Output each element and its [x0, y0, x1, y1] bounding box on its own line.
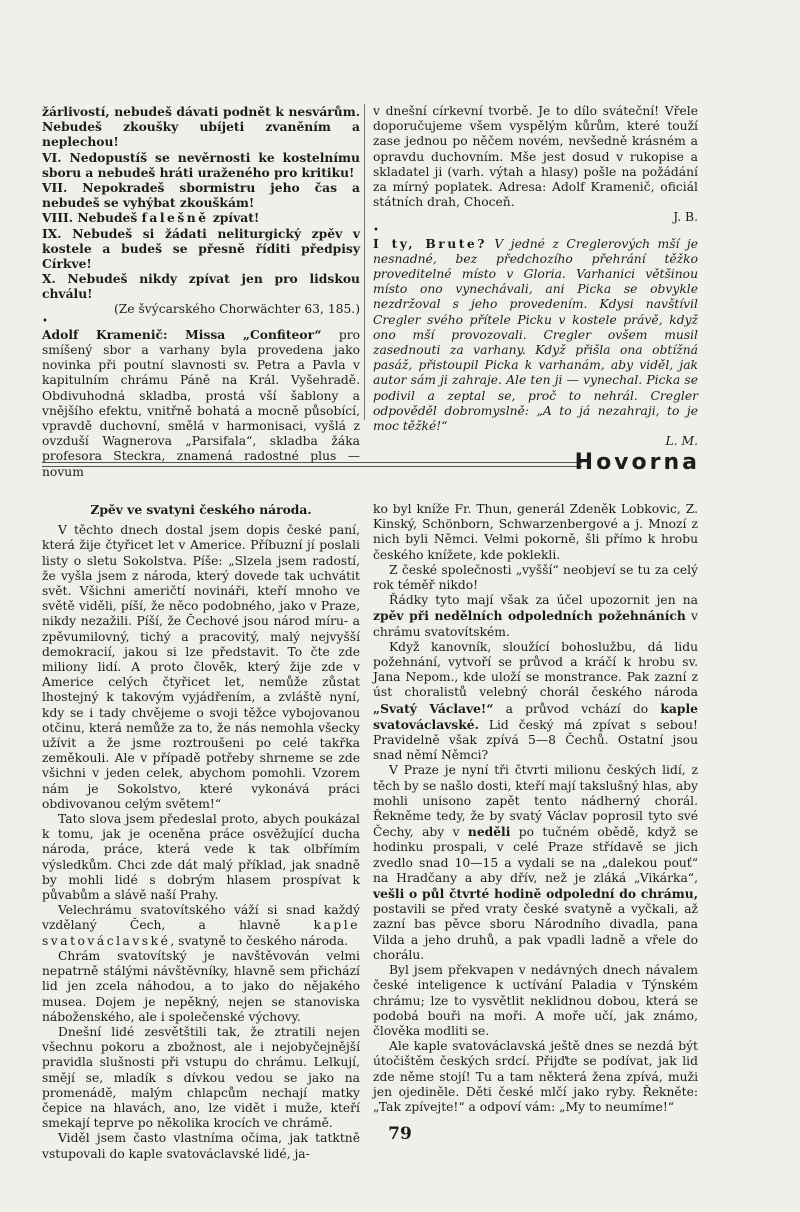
top-right-column — [373, 104, 698, 449]
article-paragraph: Velechrámu svatovítského váží si snad každý vzdělaný Čech, a hlavně kaple svatováclavské, svatyně to českého národa. — [42, 903, 360, 948]
source-citation: (Ze švýcarského Chorwächter 63, 185.) — [113, 301, 360, 316]
column-divider — [364, 104, 365, 420]
article-paragraph: Z české společnosti „vyšší“ neobjeví se tu za celý rok téměř nikdo! — [373, 562, 698, 593]
signature-lm: L. M. — [665, 434, 698, 449]
article-paragraph: ko byl kníže Fr. Thun, generál Zdeněk Lobkovic, Z. Kinský, Schönborn, Schwarzenbergové a j. Mnozí z nich byli Němci. Velmi pokorně, šli přímo k hrobu českého knížete, kde poklekli. — [373, 502, 698, 562]
section-heading-text: Hovorna — [574, 450, 700, 475]
brute-anecdote: I ty, Brute? V jedné z Creglerových mší je nesnadné, bez předchozího přehrání těžko proveditelné místo v Gloria. Varhanici většinou místo ono vynechávali, ani Picka se obvykle nezdržoval s jeho provedením. Kdysi navštívil Cregler svého přítele Picku v kostele právě, když ono mší provozovali. Cregler ovšem musil zasednouti za varhany. Když přišla ona obtížná pasáž, přistoupil Picka k varhanám, aby viděl, jak autor sám ji zahraje. Ale ten ji — vynechal. Picka se podivil a zeptal se, proč to nehrál. Cregler odpověděl dobromyslně: „A to já nezahraji, to je moc těžké!“ — [373, 235, 699, 434]
rule-10: X. Nebudeš nikdy zpívat jen pro lidskou chválu! — [42, 271, 360, 302]
article-paragraph: V těchto dnech dostal jsem dopis české paní, která žije čtyřicet let v Americe. Příbuzní jí poslali listy o sletu Sokolstva. Píše: „Slzela jsem radostí, že vyšla jsem z národa, který dovede tak uchvátit svět. Všichni američtí novináři, kteří mnoho ve světě viděli, píší, že něco podobného, jako v Praze, nikdy nezažili. Píší, že Čechové jsou národ míru- a zpěvumilovný, tichý a pracovitý, malý nejvyšší demokracií, jakou si lze představit. To čte zde miliony lidí. A proto člověk, který žije zde v Americe celých čtyřicet let, nemůže zůstat lhostejný k takovým vyjádřením, a zvláště nyní, kdy se i tady chvějeme o svoji těžce vybojovanou otčinu, která nemůže za to, že nás nemohla všecky užívit a že jsme roztroušeni po celé takřka zeměkouli. Ale v případě potřeby shrneme se zde všichni v jeden celek, abychom pomohli. Vzorem nám je Sokolstvo, které vykonává práci obdivovanou celým světem!“ — [42, 523, 360, 811]
section-marker-bullet: • — [373, 224, 379, 236]
article-paragraph: Tato slova jsem předeslal proto, abych poukázal k tomu, jak je oceněna práce osvěžující ducha národa, práce, která vede k tak olbřímím výsledkům. Chci zde dát malý příklad, jak snadně by mohli lidé s dobrým hlasem prospívat k půvabům a slávě naší Prahy. — [42, 812, 360, 903]
signature-jb: J. B. — [673, 210, 698, 225]
article-paragraph: Dnešní lidé zesvětštili tak, že ztratili nejen všechnu pokoru a zbožnost, ale i nejobyčejnější pravidla slušnosti při vstupu do chrámu. Lelkují, smějí se, mladík s dívkou vedou se jako na promenádě, malým chlapcům nechají matky čepice na hlavách, ano, lze vidět i muže, kteří smekají teprve po několika krocích ve chrámě. — [42, 1024, 360, 1131]
kramenic-review-continuation: v dnešní církevní tvorbě. Je to dílo sváteční! Vřele doporučujeme všem vyspělým kůrům, které touží zase jednou po něčem novém, nevšedně krásném a opravdu duchovním. Mše jest dosud v rukopise a skladatel ji (varh. výtah a hlasy) pošle na požádání za mírný poplatek. Adresa: Adolf Kramenič, oficiál státních drah, Choceň. — [373, 104, 698, 210]
section-marker-bullet: • — [42, 315, 48, 327]
rule-5-continuation: žárlivostí, nebudeš dávati podnět k nesvárům. Nebudeš zkoušky ubíjeti zvaněním a neplechou! — [42, 104, 360, 150]
rule-9: IX. Nebudeš si žádati neliturgický zpěv v kostele a budeš se přesně říditi předpisy Církve! — [42, 225, 360, 272]
section-heading — [42, 450, 700, 478]
article-paragraph: Byl jsem překvapen v nedávných dnech návalem české inteligence k uctívání Paladia v Týnském chrámu; lze to vysvětlit neklidnou dobou, která se podobá bouři na moři. A moře učí, jak známo, člověka modliti se. — [373, 963, 698, 1038]
heading-rule — [42, 462, 582, 463]
article-paragraph: Řádky tyto mají však za účel upozornit jen na zpěv při nedělních odpoledních požehnáních v chrámu svatovítském. — [373, 593, 698, 639]
article-paragraph: Viděl jsem často vlastníma očima, jak tatktně vstupovali do kaple svatováclavské lidé, ja- — [42, 1131, 360, 1161]
article-paragraph: V Praze je nyní tři čtvrti milionu českých lidí, z těch by se našlo dosti, kteří mají takslušný hlas, aby mohli unisono zapět tento nádherný chorál. Řekněme tedy, že by svatý Václav poprosil tyto své Čechy, aby v neděli po tučném obědě, když se hodinku prospali, v celé Praze střídavě se jich zvedlo snad 10—15 a vydali se na „dalekou pouť“ na Hradčany a aby dřív, než je zláká „Vikárka“, vešli o půl čtvrté hodině odpolední do chrámu, postavili se před vraty české svatyně a vyčkali, až zazní bas pěvce sboru Národního divadla, pana Vilda a jeho druhů, a pak vpadli ladně a vřele do chorálu. — [373, 763, 698, 962]
article-title: Zpěv ve svatyni českého národa. — [90, 502, 312, 517]
article-paragraph: Když kanovník, sloužící bohoslužbu, dá lidu požehnání, vytvoří se průvod a kráčí k hrobu sv. Jana Nepom., kde uloží se monstrance. Pak zazní z úst choralistů velebný chorál českého národa „Svatý Václave!“ a průvod vchází do kaple svatováclavské. Lid český má zpívat s sebou! Pravidelně však zpívá 5—8 Čechů. Ostatní jsou snad němí Němci? — [373, 639, 698, 763]
page-number: 79 — [388, 1124, 412, 1144]
rule-6: VI. Nedopustíš se nevěrnosti ke kostelnímu sboru a nebudeš hráti uraženého pro kritiku! — [42, 149, 360, 180]
kramenic-review: Adolf Kramenič: Missa „Confiteor“ pro smíšený sbor a varhany byla provedena jako novinka při poutní slavnosti sv. Petra a Pavla v kapitulním chrámu Páně na Král. Vyšehradě. Obdivuhodná skladba, prostá vší šablony a vnějšího efektu, vnitřně bohatá a mocně působící, vpravdě duchovní, smělá v harmonisaci, vyšlá z ovzduší Wagnerova „Parsifala“, skladba žáka profesora Steckra, znamená radostné plus — novum — [42, 326, 360, 479]
rule-7: VII. Nepokradeš sbormistru jeho čas a nebudeš se vyhýbat zkouškám! — [42, 180, 360, 211]
heading-rule — [42, 466, 582, 467]
article-paragraph: Chrám svatovítský je navštěvován velmi nepatrně stálými návštěvníky, hlavně sem přichází lid jen zcela náhodou, a to jako do nějakého musea. Dojem je nepěkný, nejen se stanoviska náboženského, ale i společenské výchovy. — [42, 948, 360, 1024]
bottom-right-column — [373, 502, 698, 1115]
top-left-column — [42, 104, 360, 480]
article-paragraph: Ale kaple svatováclavská ještě dnes se nezdá být útočištěm českých srdcí. Přijďte se podívat, jak lid zde něme stojí! Tu a tam některá žena zpívá, muži jen ojediněle. Děti české mlčí jako ryby. Řekněte: „Tak zpívejte!“ a odpoví vám: „My to neumíme!“ — [373, 1039, 698, 1114]
bottom-left-column — [42, 502, 360, 1162]
rule-8: VIII. Nebudeš falešně zpívat! — [42, 210, 260, 226]
